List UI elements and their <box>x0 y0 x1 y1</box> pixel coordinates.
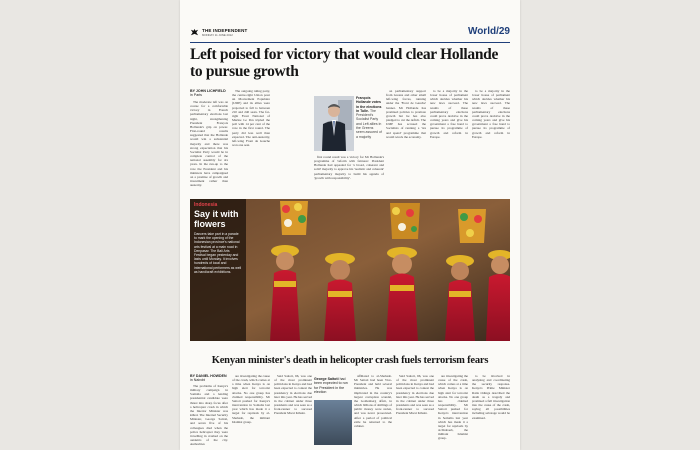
story1-headline: Left poised for victory that would clear Hollande to pursue growth <box>190 46 499 80</box>
eagle-icon <box>190 28 199 37</box>
saitoti-photo <box>314 400 352 445</box>
story2-col2-text: are investigating the cause of the crash, which comes at a time when Kenya is on high alert for terrorist attacks. No one group has claimed responsibility. Mr Saitoti pushed for Kenya's intervention in Somalia last year which has made it a target for reprisals by al-Shabaab, the militant Islamist group. <box>232 374 270 424</box>
caption-lead: François Hollande votes in the elections in Tulle. <box>356 96 382 113</box>
story1-col1-text: The moderate left was on course for a comfortable victory in French parliamentary elections last night, strengthening President François Hollande's grip on power. First-round results suggested that the Hollande would win a substantial majority and there was strong expectation that his Socialist Party would be in complete control of the national assembly for six years. In the run-up to the vote the President and his ministers have campaigned on a promise of growth and investment rather than austerity. <box>190 100 228 188</box>
story2-column-5 <box>396 374 434 446</box>
logo-title: THE INDEPENDENT <box>202 28 248 33</box>
byline2-place: in Nairobi <box>190 378 206 383</box>
masthead <box>190 28 510 43</box>
indonesia-tag: Indonesia <box>194 202 218 208</box>
story2-col4-text: affiliated to al-Shabaab. Mr Saitoti had been Vice-President and held several ministries. He was implicated in the country's largest corruption scandal, the Goldenberg affair, in which billions of shillings of public money were stolen, and was never prosecuted. After a period of political exile he returned to the cabinet. <box>354 374 392 428</box>
story2-byline <box>190 374 230 383</box>
story1-column-4 <box>386 89 426 192</box>
newspaper-logo <box>190 28 248 37</box>
indonesia-caption-panel <box>190 199 246 341</box>
hollande-photo-caption <box>356 96 382 139</box>
byline2-name: BY DANIEL HOWDEN <box>190 374 227 378</box>
story2-column-1 <box>190 384 228 446</box>
story1-column-1 <box>190 100 228 192</box>
story2-col3b-text: Said Saitoti, 66, was one of the most prominent politicians in Kenya and had been expected to contest the presidency in elections due later this year. He has served in the cabinet under three presidents and was seen as a front-runner to succeed President Mwai Kibaki. <box>396 374 434 416</box>
story1-column-6 <box>472 89 510 192</box>
indonesia-caption: Dancers take part in a parade to mark the opening of the Indonesian province's national arts festival at a main road in Denpasar. The Bali Arts Festival began yesterday and lasts until Monday. It involves hundreds of local and international performers as well as handicraft exhibitions. <box>194 232 242 274</box>
story1-column-3-lower <box>314 155 384 192</box>
story1-col3-lower-text: first round result was a victory for Mr Hollande's programme of 'reform with fairness'. President Hollande had appealed for 'a broad, coherent and solid' majority to approve his 'realistic and coherent' parliamentary majority to build his agenda of 'growth with responsibility'. <box>314 155 384 180</box>
story2-column-2 <box>232 374 270 446</box>
story2-col1-text: The problems of Kenya's military campaign in Somalia and a lending presidential candidate were thrust into sharp focus after a helicopter crash in which the Interior Minister was killed. The Internal Security Minister, George Saitoti, and seven five of his colleagues died when the police helicopter they were travelling in crashed on the outskirts of the city. Authorities <box>190 384 228 446</box>
indonesia-photo <box>190 199 510 341</box>
page-number: /29 <box>496 26 510 37</box>
story1-col5-text: to be a majority in the lower house of parliament which decides whether his new laws succeed. The results of these parliamentary elections could prove decisive in the coming years and give his government a free hand to pursue its programme of growth and reform in Europe. <box>430 89 468 139</box>
story2-col5-text: to be involved in analysing and coordinating the security response. Kenya's Prime Minister Raila Odinga described the death as a tragedy and promised a full investigation into the cause of the crash, saying all possibilities including sabotage would be examined. <box>472 374 510 420</box>
story1-col5b-text: to be a majority in the lower house of parliament which decides whether his new laws succeed. The results of these parliamentary elections could prove decisive in the coming years and give his government a free hand to pursue its programme of growth and reform in Europe. <box>472 89 510 139</box>
byline-name: BY JOHN LICHFIELD <box>190 89 226 93</box>
newspaper-page <box>180 0 520 450</box>
hollande-photo <box>314 96 354 151</box>
story2-column-3 <box>274 374 312 446</box>
story2-column-6 <box>438 374 468 446</box>
story2-col2b-text: are investigating the cause of the crash, which comes at a time when Kenya is on high alert for terrorist attacks. No one group has claimed responsibility. Mr Saitoti pushed for Kenya's intervention in Somalia last year which has made it a target for reprisals by al-Shabaab, the militant Islamist group. <box>438 374 468 441</box>
story2-column-4 <box>354 374 392 446</box>
story1-byline <box>190 89 230 98</box>
pullquote-body: had been expected to run for President in the election <box>314 377 348 395</box>
section-name: World <box>467 26 497 37</box>
story2-col3-text: Said Saitoti, 66, was one of the most prominent politicians in Kenya and had been expected to contest the presidency in elections due later this year. He has served in the cabinet under three presidents and was seen as a front-runner to succeed President Mwai Kibaki. <box>274 374 312 416</box>
story1-column-5 <box>430 89 468 192</box>
hollande-figure-image <box>314 96 354 151</box>
indonesia-title: Say it with flowers <box>194 209 239 229</box>
issue-date: MONDAY 11 JUNE 2012 <box>202 33 233 37</box>
byline-place: in Paris <box>190 93 202 98</box>
section-label <box>468 26 510 37</box>
story1-col4-text: on parliamentary support from Greens and other small left-wing forces, running under the 'Front de Gauche' banner. Mr Hollande has promised policies to promote growth but he has also pledged to cut the deficit. The UMP has accused the Socialists of running a 'tax and spend' programme that would wreck the economy. <box>386 89 426 139</box>
story2-pullquote <box>314 377 352 395</box>
pullquote-lead: George Saitoti <box>314 377 339 381</box>
story1-column-3 <box>274 89 312 192</box>
story2-headline: Kenyan minister's death in helicopter crash fuels terrorism fears <box>211 355 489 366</box>
story1-col2-text: The outgoing ruling party, the centre-right Union pour un Mouvement Populaire (UMP) and its allies were projected to fall to between 210 and 240 seats. The far-right Front National of Marine Le Pen tripled the poll with 14 per cent of the vote in the first round. The party did less well than expected. The anti-austerity, left-wing Front de Gauche won one seat. <box>232 89 270 148</box>
story2-column-7 <box>472 374 510 446</box>
caption-body: The President's Socialist Party and Left allies in the Greens seem assured of a majority <box>356 108 382 139</box>
story1-column-2 <box>232 89 270 192</box>
